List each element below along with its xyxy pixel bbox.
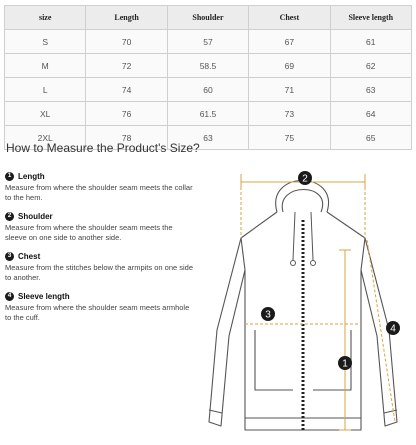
instruction-description: Measure from the stitches below the armpits on one side to another. xyxy=(5,263,194,282)
col-header-sleeve-length: Sleeve length xyxy=(330,6,411,30)
table-cell: XL xyxy=(5,102,86,126)
marker-1-icon xyxy=(338,356,352,370)
measure-instructions xyxy=(5,170,195,330)
table-cell: M xyxy=(5,54,86,78)
instruction-description: Measure from where the shoulder seam meets the sleeve on one side to another side. xyxy=(5,223,173,242)
table-header-row xyxy=(5,6,412,30)
measure-heading: How to Measure the Product's Size? xyxy=(6,141,200,155)
marker-4-icon xyxy=(386,321,400,335)
table-cell: 72 xyxy=(86,54,167,78)
measure-lines xyxy=(241,174,395,430)
instruction-description: Measure from where the shoulder seam meets the collar to the hem. xyxy=(5,183,193,202)
table-cell: 70 xyxy=(86,30,167,54)
number-4-icon: 4 xyxy=(5,292,14,301)
instruction-description: Measure from where the shoulder seam meets armhole to the cuff. xyxy=(5,303,190,322)
table-row xyxy=(5,78,412,102)
table-cell: 73 xyxy=(249,102,330,126)
table-cell: 63 xyxy=(167,126,248,150)
svg-text:1: 1 xyxy=(342,358,348,370)
col-header-length: Length xyxy=(86,6,167,30)
number-2-icon: 2 xyxy=(5,212,14,221)
table-cell: 75 xyxy=(249,126,330,150)
instruction-label: Sleeve length xyxy=(18,291,70,301)
number-3-icon: 3 xyxy=(5,252,14,261)
table-cell: 58.5 xyxy=(167,54,248,78)
table-cell: 61 xyxy=(330,30,411,54)
table-cell: 2XL xyxy=(5,126,86,150)
table-cell: 64 xyxy=(330,102,411,126)
svg-text:4: 4 xyxy=(390,323,396,335)
col-header-chest: Chest xyxy=(249,6,330,30)
instruction-label: Shoulder xyxy=(18,211,53,221)
marker-3-icon xyxy=(261,307,275,321)
col-header-shoulder: Shoulder xyxy=(167,6,248,30)
instruction-length xyxy=(5,170,195,203)
table-cell: 71 xyxy=(249,78,330,102)
table-row xyxy=(5,30,412,54)
marker-2-icon xyxy=(298,171,312,185)
table-cell: 74 xyxy=(86,78,167,102)
hoodie-diagram xyxy=(195,160,415,445)
table-cell: 67 xyxy=(249,30,330,54)
instruction-label: Chest xyxy=(18,251,41,261)
instruction-sleeve-length xyxy=(5,290,195,323)
table-cell: L xyxy=(5,78,86,102)
col-header-size: size xyxy=(5,6,86,30)
instruction-label: Length xyxy=(18,171,45,181)
size-chart-table xyxy=(4,5,412,150)
instruction-shoulder xyxy=(5,210,195,243)
svg-text:3: 3 xyxy=(265,309,271,321)
table-cell: 63 xyxy=(330,78,411,102)
table-cell: 61.5 xyxy=(167,102,248,126)
table-cell: 78 xyxy=(86,126,167,150)
instruction-chest xyxy=(5,250,195,283)
table-cell: 65 xyxy=(330,126,411,150)
table-cell: S xyxy=(5,30,86,54)
table-row xyxy=(5,54,412,78)
number-1-icon: 1 xyxy=(5,172,14,181)
table-cell: 57 xyxy=(167,30,248,54)
table-cell: 69 xyxy=(249,54,330,78)
svg-text:2: 2 xyxy=(302,173,308,185)
table-row xyxy=(5,102,412,126)
table-cell: 76 xyxy=(86,102,167,126)
table-cell: 60 xyxy=(167,78,248,102)
table-cell: 62 xyxy=(330,54,411,78)
